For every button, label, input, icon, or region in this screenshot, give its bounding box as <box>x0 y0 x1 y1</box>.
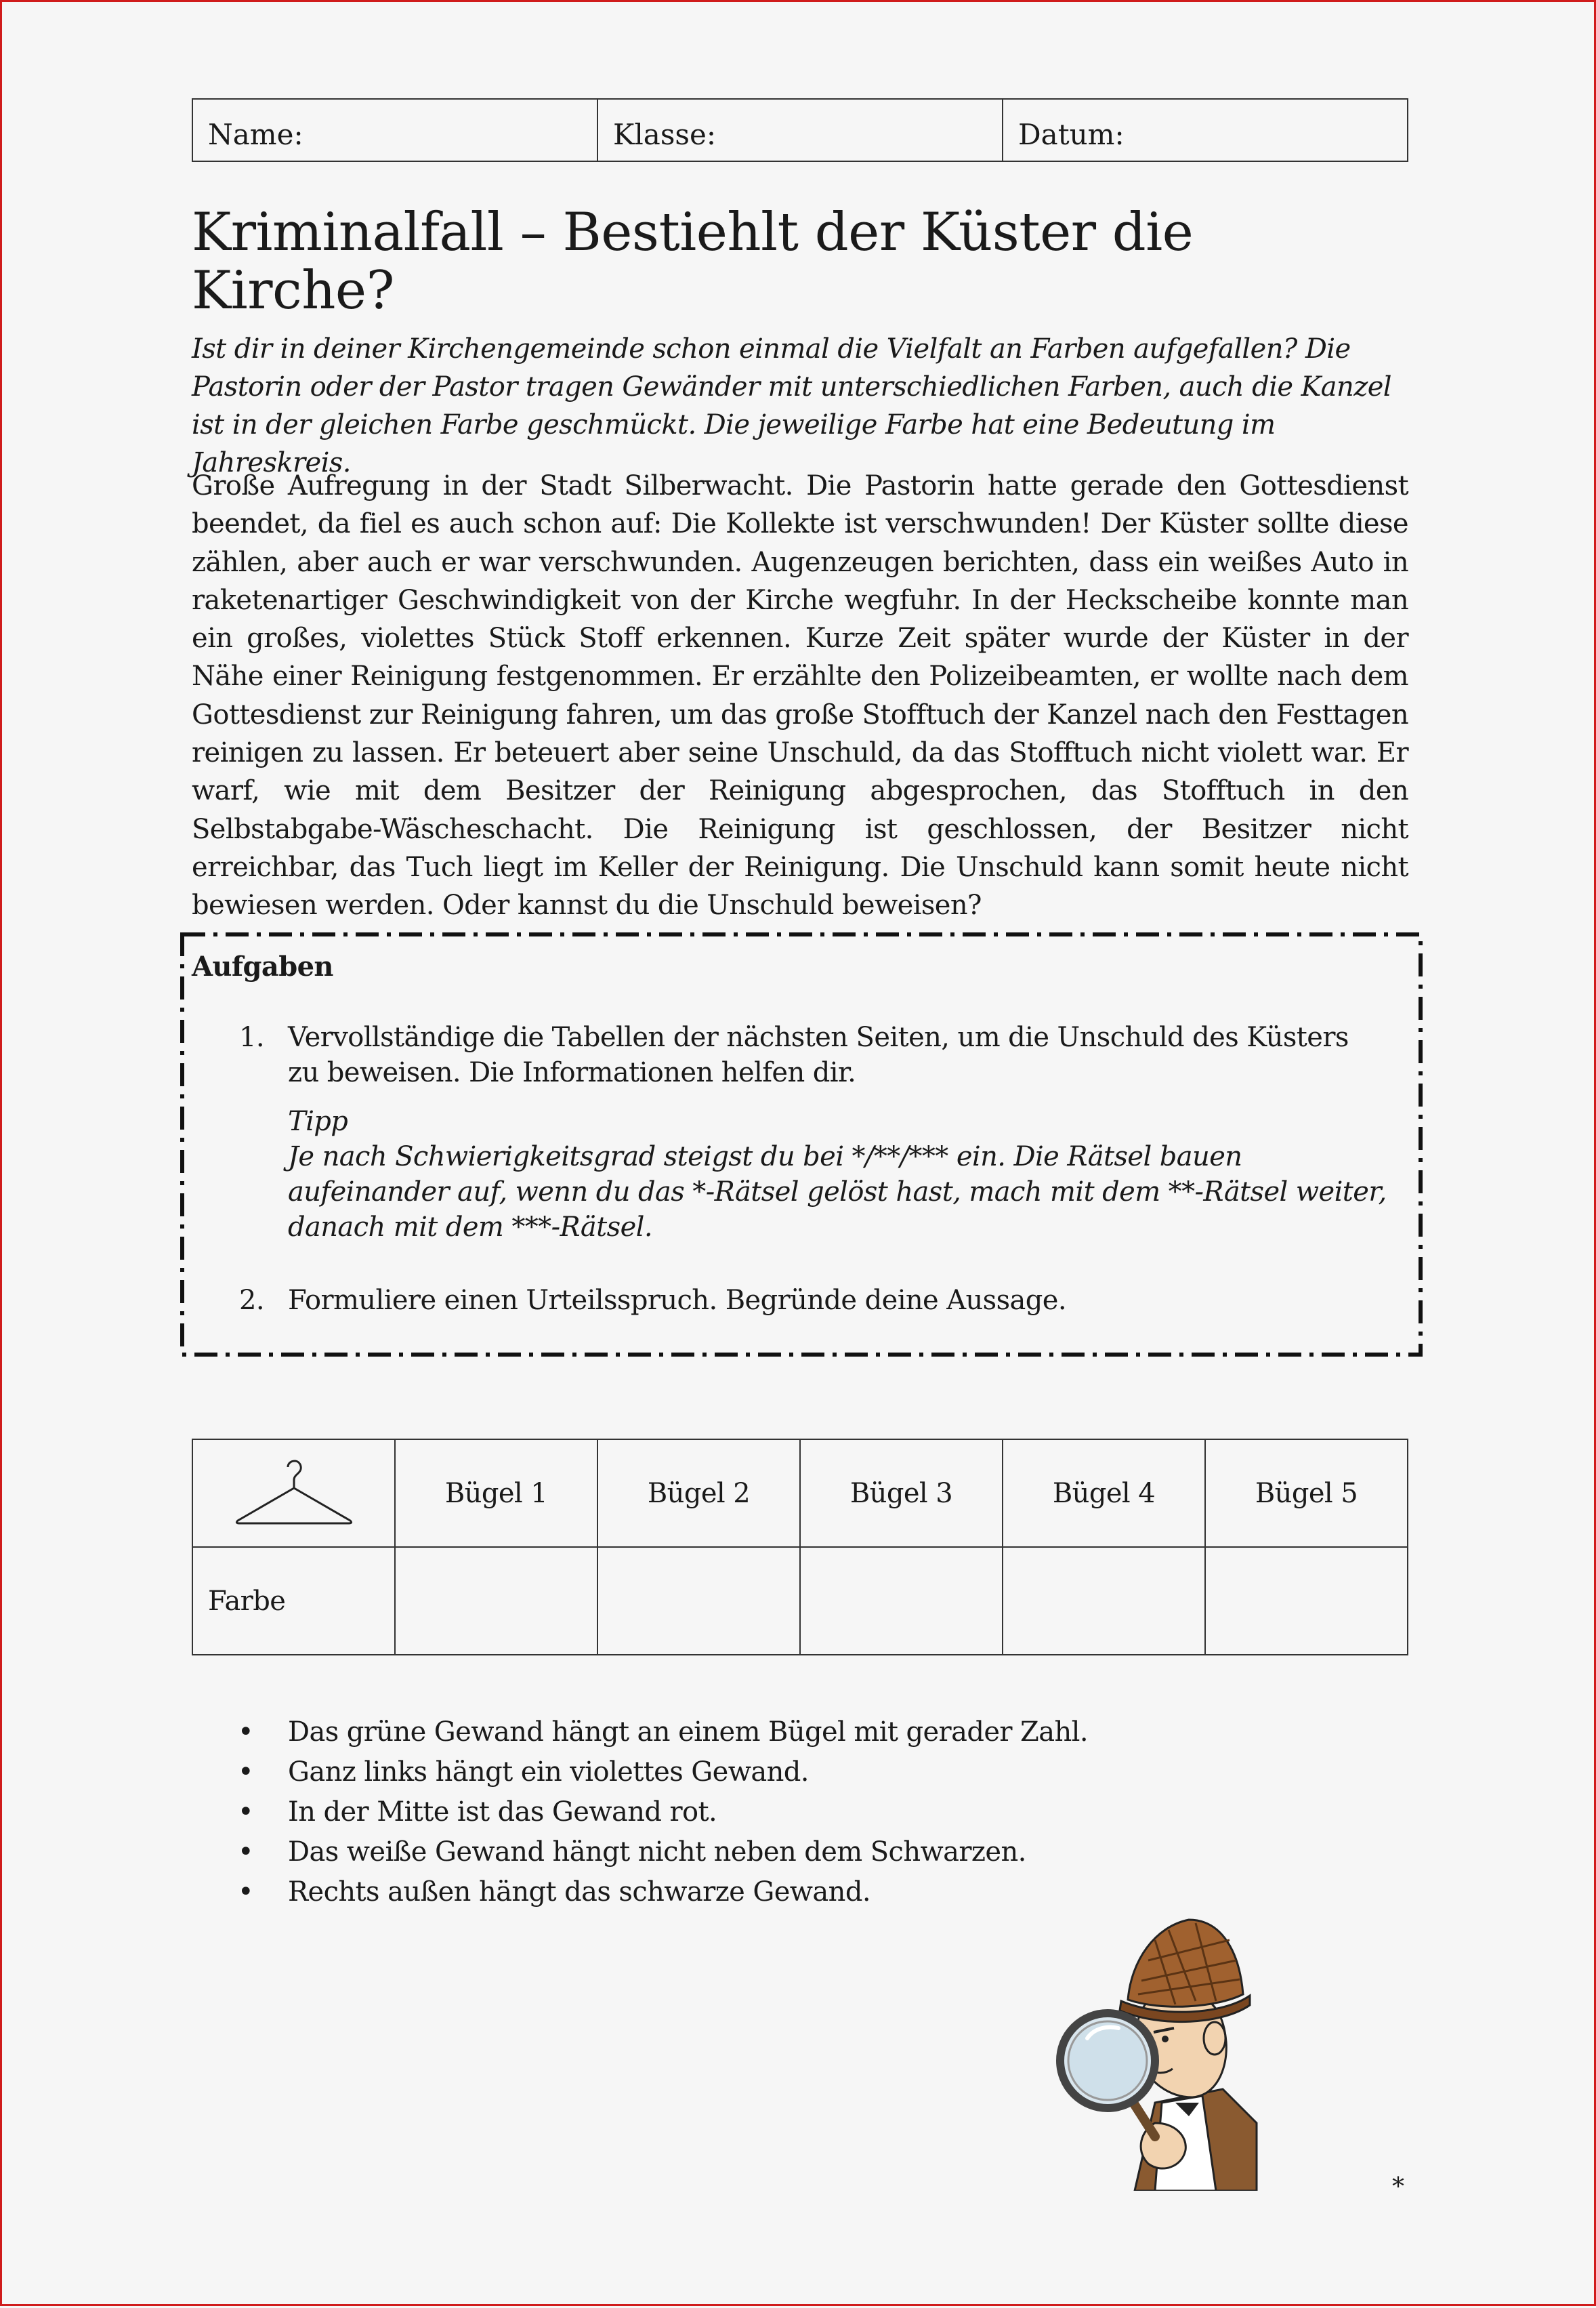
clue-text: In der Mitte ist das Gewand rot. <box>288 1796 717 1828</box>
task-text: Formuliere einen Urteilsspruch. Begründe deine Aussage. <box>288 1285 1066 1316</box>
column-header: Bügel 4 <box>1003 1439 1205 1547</box>
table-row <box>192 1547 1408 1655</box>
date-field[interactable] <box>1003 100 1407 161</box>
intro-paragraph: Ist dir in deiner Kirchengemeinde schon einmal die Vielfalt an Farben aufgefallen? Die Pastorin oder der Pastor tragen Gewänder mit unterschiedlichen Farben, auch die Kanzel ist in der gleichen Farbe geschmückt. Die jeweilige Farbe hat eine Bedeutung im Jahreskreis. <box>192 333 1391 478</box>
hanger-icon <box>230 1453 358 1527</box>
tip-heading: Tipp <box>288 1106 348 1137</box>
bullet: • <box>238 1756 253 1788</box>
answer-cell[interactable] <box>1003 1547 1205 1655</box>
column-header: Bügel 5 <box>1205 1439 1408 1547</box>
difficulty-mark: * <box>1392 2173 1404 2201</box>
hanger-color-table <box>192 1439 1408 1655</box>
column-header: Bügel 2 <box>597 1439 800 1547</box>
table-header-row <box>192 1439 1408 1547</box>
answer-cell[interactable] <box>1205 1547 1408 1655</box>
date-label: Datum: <box>1018 118 1125 151</box>
list-item <box>192 1832 1408 1872</box>
tip-block <box>288 1104 1399 1245</box>
column-header: Bügel 3 <box>800 1439 1003 1547</box>
tasks-box <box>180 932 1423 1357</box>
bullet: • <box>238 1796 253 1828</box>
list-item <box>192 1792 1408 1832</box>
task-number: 1. <box>239 1022 264 1053</box>
name-label: Name: <box>208 118 303 151</box>
bullet: • <box>238 1876 253 1908</box>
detective-illustration <box>1053 1899 1270 2191</box>
bullet: • <box>238 1836 253 1868</box>
student-info-header <box>192 98 1408 162</box>
answer-cell[interactable] <box>395 1547 597 1655</box>
tip-text: Je nach Schwierigkeitsgrad steigst du bei */**/*** ein. Die Rätsel bauen aufeinander auf, wenn du das *-Rätsel gelöst hast, mach mit dem **-Rätsel weiter, danach mit dem ***-Rätsel. <box>288 1141 1387 1243</box>
name-field[interactable] <box>193 100 598 161</box>
clue-list <box>192 1712 1408 1912</box>
class-label: Klasse: <box>613 118 716 151</box>
class-field[interactable] <box>598 100 1003 161</box>
page-title: Kriminalfall – Bestiehlt der Küster die Kirche? <box>192 202 1194 321</box>
bullet: • <box>238 1716 253 1748</box>
hanger-icon-cell <box>192 1439 395 1547</box>
answer-cell[interactable] <box>597 1547 800 1655</box>
tasks-heading: Aufgaben <box>192 951 333 983</box>
answer-cell[interactable] <box>800 1547 1003 1655</box>
list-item <box>192 1712 1408 1752</box>
column-header: Bügel 1 <box>395 1439 597 1547</box>
story-paragraph: Große Aufregung in der Stadt Silberwacht. Die Pastorin hatte gerade den Gottesdienst beendet, da fiel es auch schon auf: Die Kollekte ist verschwunden! Der Küster sollte diese zählen, aber auch er war verschwunden. Augenzeugen berichten, dass ein weißes Auto in raketenartiger Geschwindigkeit von der Kirche wegfuhr. In der Heckscheibe konnte man ein großes, violettes Stück Stoff erkennen. Kurze Zeit später wurde der Küster in der Nähe einer Reinigung festgenommen. Er erzählte den Polizeibeamten, er wollte nach dem Gottesdienst zur Reinigung fahren, um das große Stofftuch der Kanzel nach den Festtagen reinigen zu lassen. Er beteuert aber seine Unschuld, da das Stofftuch nicht violett war. Er warf, wie mit dem Besitzer der Reinigung abgesprochen, das Stofftuch in den Selbstabgabe-Wäscheschacht. Die Reinigung ist geschlossen, der Besitzer nicht erreichbar, das Tuch liegt im Keller der Reinigung. Die Unschuld kann somit heute nicht bewiesen werden. Oder kannst du die Unschuld beweisen? <box>192 470 1408 922</box>
clue-text: Das grüne Gewand hängt an einem Bügel mit gerader Zahl. <box>288 1716 1088 1748</box>
clue-text: Ganz links hängt ein violettes Gewand. <box>288 1756 809 1788</box>
task-text: Vervollständige die Tabellen der nächsten Seiten, um die Unschuld des Küsters zu beweisen. Die Informationen helfen dir. <box>288 1022 1349 1088</box>
list-item <box>192 1752 1408 1792</box>
task-number: 2. <box>239 1285 264 1316</box>
clue-text: Das weiße Gewand hängt nicht neben dem Schwarzen. <box>288 1836 1026 1868</box>
clue-text: Rechts außen hängt das schwarze Gewand. <box>288 1876 870 1908</box>
row-label: Farbe <box>192 1547 395 1655</box>
worksheet-page <box>2 2 1596 2308</box>
